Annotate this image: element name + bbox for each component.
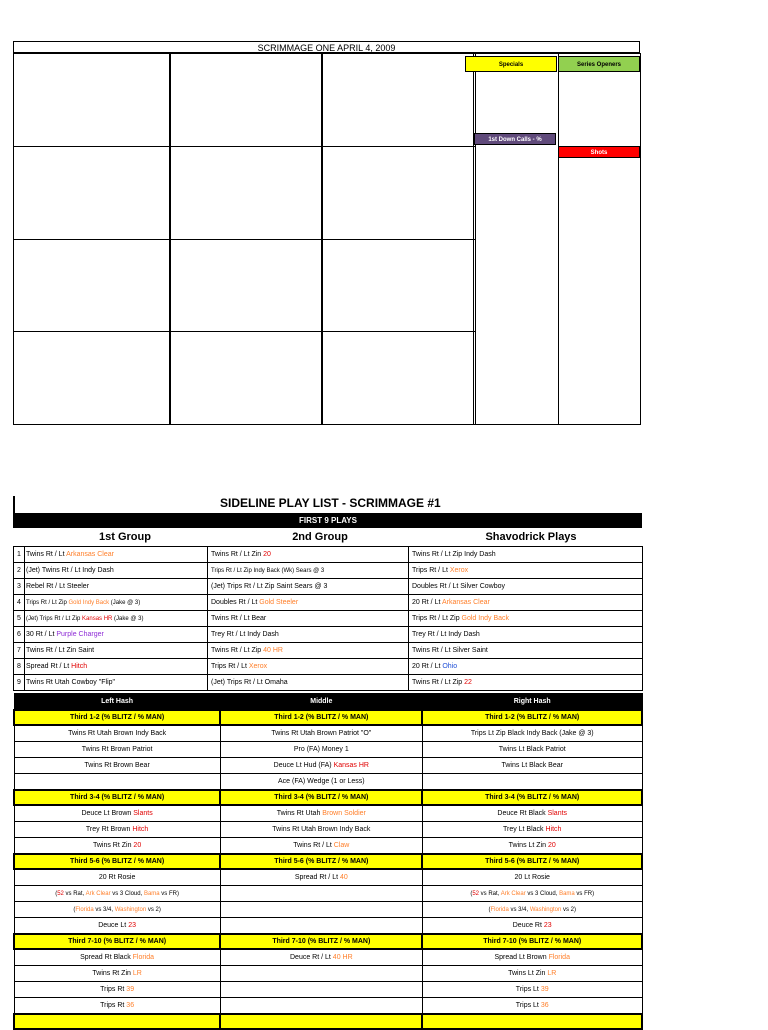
play-cell <box>169 239 323 332</box>
second-group-play: Twins Rt / Lt Zip 40 HR <box>208 643 409 659</box>
table-row <box>14 838 642 855</box>
first-group-play: Twins Rt Utah Cowboy "Flip" <box>25 675 208 691</box>
play-cell: Spread Rt / Lt 40 <box>220 869 422 886</box>
scrimmage-title: SCRIMMAGE ONE APRIL 4, 2009 <box>13 41 640 53</box>
table-row <box>14 982 642 998</box>
table-row <box>14 579 643 595</box>
play-cell: (Florida vs 3/4, Washington vs 2) <box>14 902 220 918</box>
first-down-calls-tag: 1st Down Calls - % <box>474 133 556 145</box>
play-cell: Third 1-2 (% BLITZ / % MAN) <box>422 710 642 725</box>
second-group-play: (Jet) Trips Rt / Lt Omaha <box>208 675 409 691</box>
table-row <box>14 627 643 643</box>
series-openers-tag: Series Openers <box>558 56 640 72</box>
table-row <box>14 805 642 822</box>
play-cell: Trey Rt Brown Hitch <box>14 822 220 838</box>
play-cell: Third 3-4 (% BLITZ / % MAN) <box>422 790 642 805</box>
table-row <box>14 966 642 982</box>
table-row <box>14 563 643 579</box>
play-cell <box>13 331 171 425</box>
shavodrick-play: Twins Rt / Lt Silver Saint <box>409 643 643 659</box>
play-cell: Third 5-6 (% BLITZ / % MAN) <box>220 854 422 869</box>
play-cell: Twins Rt Utah Brown Soldier <box>220 805 422 822</box>
play-cell: Trips Rt 36 <box>14 998 220 1015</box>
play-cell: Third 1-2 (% BLITZ / % MAN) <box>14 710 220 725</box>
play-cell <box>13 146 171 240</box>
play-cell: Twins Lt Black Bear <box>422 758 642 774</box>
row-number: 9 <box>14 675 25 691</box>
play-cell: Trips Lt 39 <box>422 982 642 998</box>
second-group-play: Trips Rt / Lt Xerox <box>208 659 409 675</box>
shavodrick-play: 20 Rt / Lt Ohio <box>409 659 643 675</box>
play-cell <box>422 1014 642 1029</box>
play-cell <box>220 1014 422 1029</box>
play-cell <box>321 331 476 425</box>
play-cell: Pro (FA) Money 1 <box>220 742 422 758</box>
second-group-play: (Jet) Trips Rt / Lt Zip Saint Sears @ 3 <box>208 579 409 595</box>
play-cell: Trey Lt Black Hitch <box>422 822 642 838</box>
play-cell: Twins Rt / Lt Claw <box>220 838 422 855</box>
table-row <box>14 725 642 742</box>
shavodrick-play: Trips Rt / Lt Zip Gold Indy Back <box>409 611 643 627</box>
shavodrick-play: Doubles Rt / Lt Silver Cowboy <box>409 579 643 595</box>
table-row <box>14 611 643 627</box>
row-number: 8 <box>14 659 25 675</box>
group-header-3: Shavodrick Plays <box>485 531 577 543</box>
play-cell: Twins Lt Zin LR <box>422 966 642 982</box>
play-cell <box>220 918 422 935</box>
situation-header-row <box>14 790 642 805</box>
play-cell: Twins Rt Brown Patriot <box>14 742 220 758</box>
table-row <box>14 918 642 935</box>
play-cell: Third 1-2 (% BLITZ / % MAN) <box>220 710 422 725</box>
play-cell <box>321 239 476 332</box>
table-row <box>14 659 643 675</box>
first-nine-table <box>13 546 643 691</box>
first-nine-bar: FIRST 9 PLAYS <box>14 513 642 528</box>
play-cell: Deuce Rt / Lt 40 HR <box>220 949 422 966</box>
row-number: 4 <box>14 595 25 611</box>
first-group-play: Twins Rt / Lt Arkansas Clear <box>25 547 208 563</box>
first-group-play: Trips Rt / Lt Zip Gold Indy Back (Jake @ 3) <box>25 595 208 611</box>
play-cell: Third 7-10 (% BLITZ / % MAN) <box>14 934 220 949</box>
shavodrick-play: Trips Rt / Lt Xerox <box>409 563 643 579</box>
row-number: 7 <box>14 643 25 659</box>
table-row <box>14 886 642 902</box>
play-cell: 20 Lt Rosie <box>422 869 642 886</box>
table-row <box>14 643 643 659</box>
play-cell: Trips Lt Zip Black Indy Back (Jake @ 3) <box>422 725 642 742</box>
play-cell: Spread Lt Brown Florida <box>422 949 642 966</box>
play-cell: Third 3-4 (% BLITZ / % MAN) <box>14 790 220 805</box>
first-group-play: (Jet) Twins Rt / Lt Indy Dash <box>25 563 208 579</box>
play-cell: Deuce Rt Black Slants <box>422 805 642 822</box>
shavodrick-play: Trey Rt / Lt Indy Dash <box>409 627 643 643</box>
play-cell: Third 5-6 (% BLITZ / % MAN) <box>14 854 220 869</box>
play-cell: Third 7-10 (% BLITZ / % MAN) <box>422 934 642 949</box>
play-cell <box>169 146 323 240</box>
first-group-play: Spread Rt / Lt Hitch <box>25 659 208 675</box>
hash-header: Middle <box>220 694 422 711</box>
play-cell: Third 3-4 (% BLITZ / % MAN) <box>220 790 422 805</box>
play-cell: Twins Rt Zin 20 <box>14 838 220 855</box>
shots-tag: Shots <box>558 146 640 158</box>
play-cell: Twins Lt Black Patriot <box>422 742 642 758</box>
group-header-2: 2nd Group <box>292 531 348 543</box>
second-group-play: Twins Rt / Lt Zin 20 <box>208 547 409 563</box>
play-cell: Ace (FA) Wedge (1 or Less) <box>220 774 422 791</box>
table-row <box>14 758 642 774</box>
first-group-play: 30 Rt / Lt Purple Charger <box>25 627 208 643</box>
play-cell <box>220 902 422 918</box>
row-number: 6 <box>14 627 25 643</box>
play-cell: Deuce Rt 23 <box>422 918 642 935</box>
first-group-play: Rebel Rt / Lt Steeler <box>25 579 208 595</box>
play-cell: Deuce Lt Brown Slants <box>14 805 220 822</box>
play-cell: Third 5-6 (% BLITZ / % MAN) <box>422 854 642 869</box>
row-number: 1 <box>14 547 25 563</box>
play-cell: (52 vs Rat, Ark Clear vs 3 Cloud, Bama vs FR) <box>422 886 642 902</box>
second-group-play: Trips Rt / Lt Zip Indy Back (Wk) Sears @ 3 <box>208 563 409 579</box>
table-row <box>14 774 642 791</box>
table-row <box>14 675 643 691</box>
situation-header-row <box>14 1014 642 1029</box>
play-cell: Trips Lt 36 <box>422 998 642 1015</box>
table-row <box>14 869 642 886</box>
play-cell <box>220 998 422 1015</box>
second-group-play: Twins Rt / Lt Bear <box>208 611 409 627</box>
play-cell <box>169 53 323 147</box>
table-row <box>14 998 642 1015</box>
play-cell: Trips Rt 39 <box>14 982 220 998</box>
shavodrick-play: Twins Rt / Lt Zip 22 <box>409 675 643 691</box>
situation-header-row <box>14 934 642 949</box>
play-cell: Twins Rt Utah Brown Indy Back <box>220 822 422 838</box>
play-cell: Twins Rt Utah Brown Patriot "O" <box>220 725 422 742</box>
play-cell: (52 vs Rat, Ark Clear vs 3 Cloud, Bama vs FR) <box>14 886 220 902</box>
second-group-play: Trey Rt / Lt Indy Dash <box>208 627 409 643</box>
play-cell: Third 7-10 (% BLITZ / % MAN) <box>220 934 422 949</box>
table-row <box>14 822 642 838</box>
situation-header-row <box>14 854 642 869</box>
play-cell: Twins Rt Brown Bear <box>14 758 220 774</box>
play-cell <box>14 774 220 791</box>
play-cell: 20 Rt Rosie <box>14 869 220 886</box>
play-cell: Deuce Lt Hud (FA) Kansas HR <box>220 758 422 774</box>
table-row <box>14 595 643 611</box>
specials-tag: Specials <box>465 56 557 72</box>
row-number: 2 <box>14 563 25 579</box>
situation-table <box>13 693 643 1030</box>
sideline-title: SIDELINE PLAY LIST - SCRIMMAGE #1 <box>220 496 441 510</box>
play-cell: Twins Rt Utah Brown Indy Back <box>14 725 220 742</box>
play-cell <box>14 1014 220 1029</box>
second-group-play: Doubles Rt / Lt Gold Steeler <box>208 595 409 611</box>
table-row <box>14 742 642 758</box>
play-cell <box>220 966 422 982</box>
play-cell <box>169 331 323 425</box>
play-cell: Twins Rt Zin LR <box>14 966 220 982</box>
play-cell <box>321 146 476 240</box>
play-cell <box>13 53 171 147</box>
table-row <box>14 547 643 563</box>
play-cell: (Florida vs 3/4, Washington vs 2) <box>422 902 642 918</box>
first-group-play: (Jet) Trips Rt / Lt Zip Kansas HR (Jake @ 3) <box>25 611 208 627</box>
row-number: 3 <box>14 579 25 595</box>
table-row <box>14 949 642 966</box>
play-cell <box>220 982 422 998</box>
row-number: 5 <box>14 611 25 627</box>
shavodrick-play: 20 Rt / Lt Arkansas Clear <box>409 595 643 611</box>
shavodrick-play: Twins Rt / Lt Zip Indy Dash <box>409 547 643 563</box>
play-cell <box>321 53 476 147</box>
table-row <box>14 902 642 918</box>
group-header-1: 1st Group <box>99 531 151 543</box>
hash-header: Left Hash <box>14 694 220 711</box>
hash-header: Right Hash <box>422 694 642 711</box>
play-cell <box>422 774 642 791</box>
first-group-play: Twins Rt / Lt Zin Saint <box>25 643 208 659</box>
play-cell: Deuce Lt 23 <box>14 918 220 935</box>
play-cell <box>220 886 422 902</box>
play-cell <box>13 239 171 332</box>
specials-column <box>473 53 559 425</box>
play-cell: Twins Lt Zin 20 <box>422 838 642 855</box>
play-cell: Spread Rt Black Florida <box>14 949 220 966</box>
situation-header-row <box>14 710 642 725</box>
